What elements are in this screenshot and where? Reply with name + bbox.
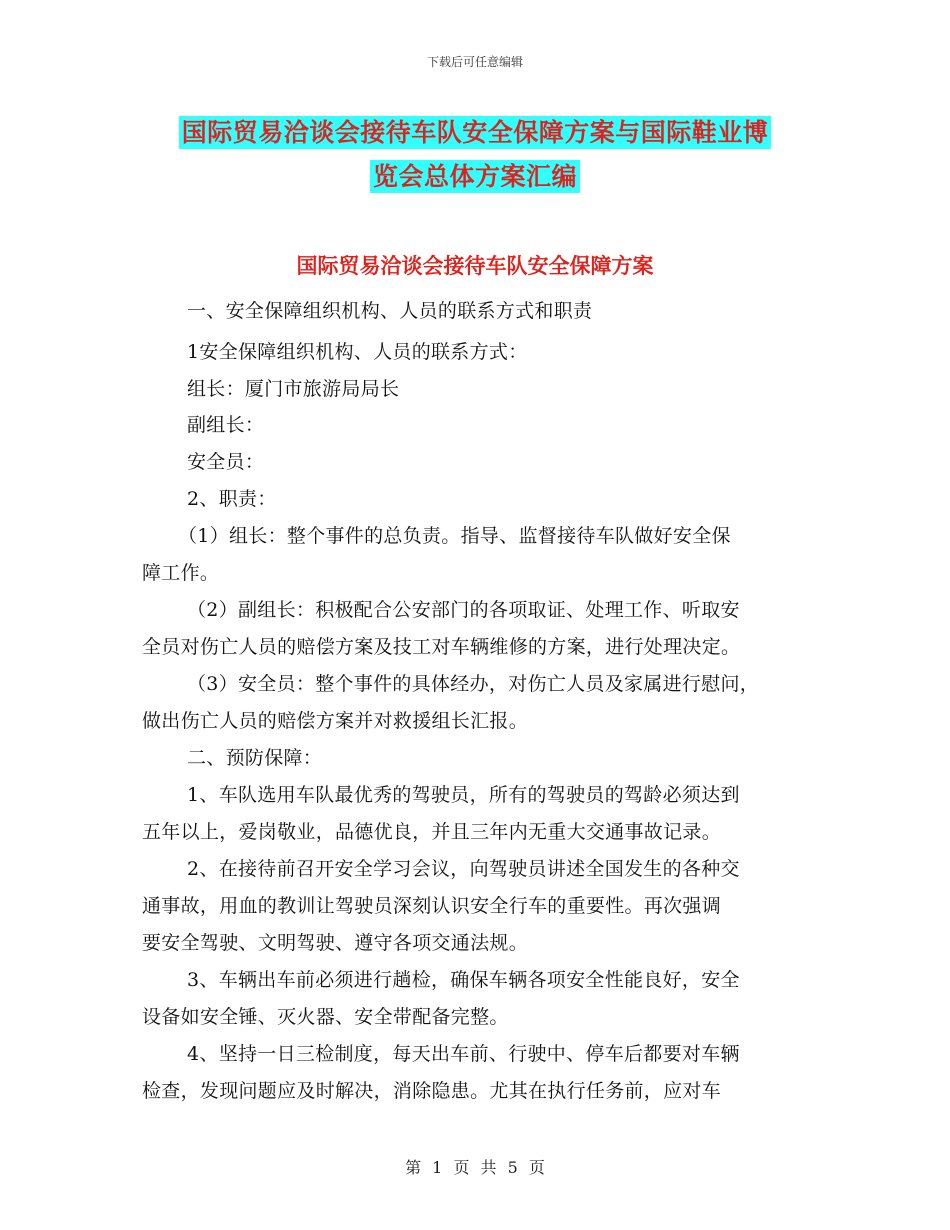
heading-prevention: 二、预防保障：: [187, 747, 323, 769]
paragraph-line: 1、车队选用车队最优秀的驾驶员，所有的驾驶员的驾龄必须达到: [187, 784, 740, 806]
main-title-line-2: [0, 157, 950, 193]
paragraph-line: （2）副组长：积极配合公安部门的各项取证、处理工作、听取安: [187, 599, 740, 621]
paragraph-line: 2、在接待前召开安全学习会议，向驾驶员讲述全国发生的各种交: [187, 858, 740, 880]
header-note: 下载后可任意编辑: [426, 55, 523, 69]
paragraph-line: 副组长：: [187, 414, 265, 436]
paragraph-line: 障工作。: [142, 562, 220, 584]
paragraph-line: 要安全驾驶、文明驾驶、遵守各项交通法规。: [142, 932, 529, 954]
paragraph-line: 全员对伤亡人员的赔偿方案及技工对车辆维修的方案，进行处理决定。: [142, 636, 741, 658]
heading-organization: 一、安全保障组织机构、人员的联系方式和职责: [187, 300, 593, 322]
paragraph-line: 通事故，用血的教训让驾驶员深刻认识安全行车的重要性。再次强调: [142, 895, 722, 917]
main-title-line-1-text: 国际贸易洽谈会接待车队安全保障方案与国际鞋业博: [179, 116, 772, 149]
subheading-duties: 2、职责：: [187, 488, 277, 510]
paragraph-line: 安全员：: [187, 451, 265, 473]
paragraph-line: 3、车辆出车前必须进行趟检，确保车辆各项安全性能良好，安全: [187, 969, 740, 991]
main-title-line-2-text: 览会总体方案汇编: [370, 160, 580, 193]
paragraph-line: 做出伤亡人员的赔偿方案并对救援组长汇报。: [142, 710, 529, 732]
paragraph-line: 检查，发现问题应及时解决，消除隐患。尤其在执行任务前，应对车: [142, 1080, 722, 1102]
paragraph-line: 五年以上，爱岗敬业，品德优良，并且三年内无重大交通事故记录。: [142, 821, 722, 843]
paragraph-line: 组长：厦门市旅游局局长: [187, 378, 400, 400]
section-title: 国际贸易洽谈会接待车队安全保障方案: [296, 254, 654, 278]
paragraph-line: （3）安全员：整个事件的具体经办，对伤亡人员及家属进行慰问，: [187, 673, 760, 695]
page-footer: 第 1 页 共 5 页: [405, 1158, 545, 1177]
paragraph-line: 4、坚持一日三检制度，每天出车前、行驶中、停车后都要对车辆: [187, 1043, 740, 1065]
paragraph-line: （1）组长：整个事件的总负责。指导、监督接待车队做好安全保: [178, 525, 731, 547]
paragraph-line: 设备如安全锤、灭火器、安全带配备完整。: [142, 1006, 509, 1028]
subheading-contacts: 1安全保障组织机构、人员的联系方式：: [187, 341, 528, 363]
main-title-line-1: [0, 113, 950, 149]
